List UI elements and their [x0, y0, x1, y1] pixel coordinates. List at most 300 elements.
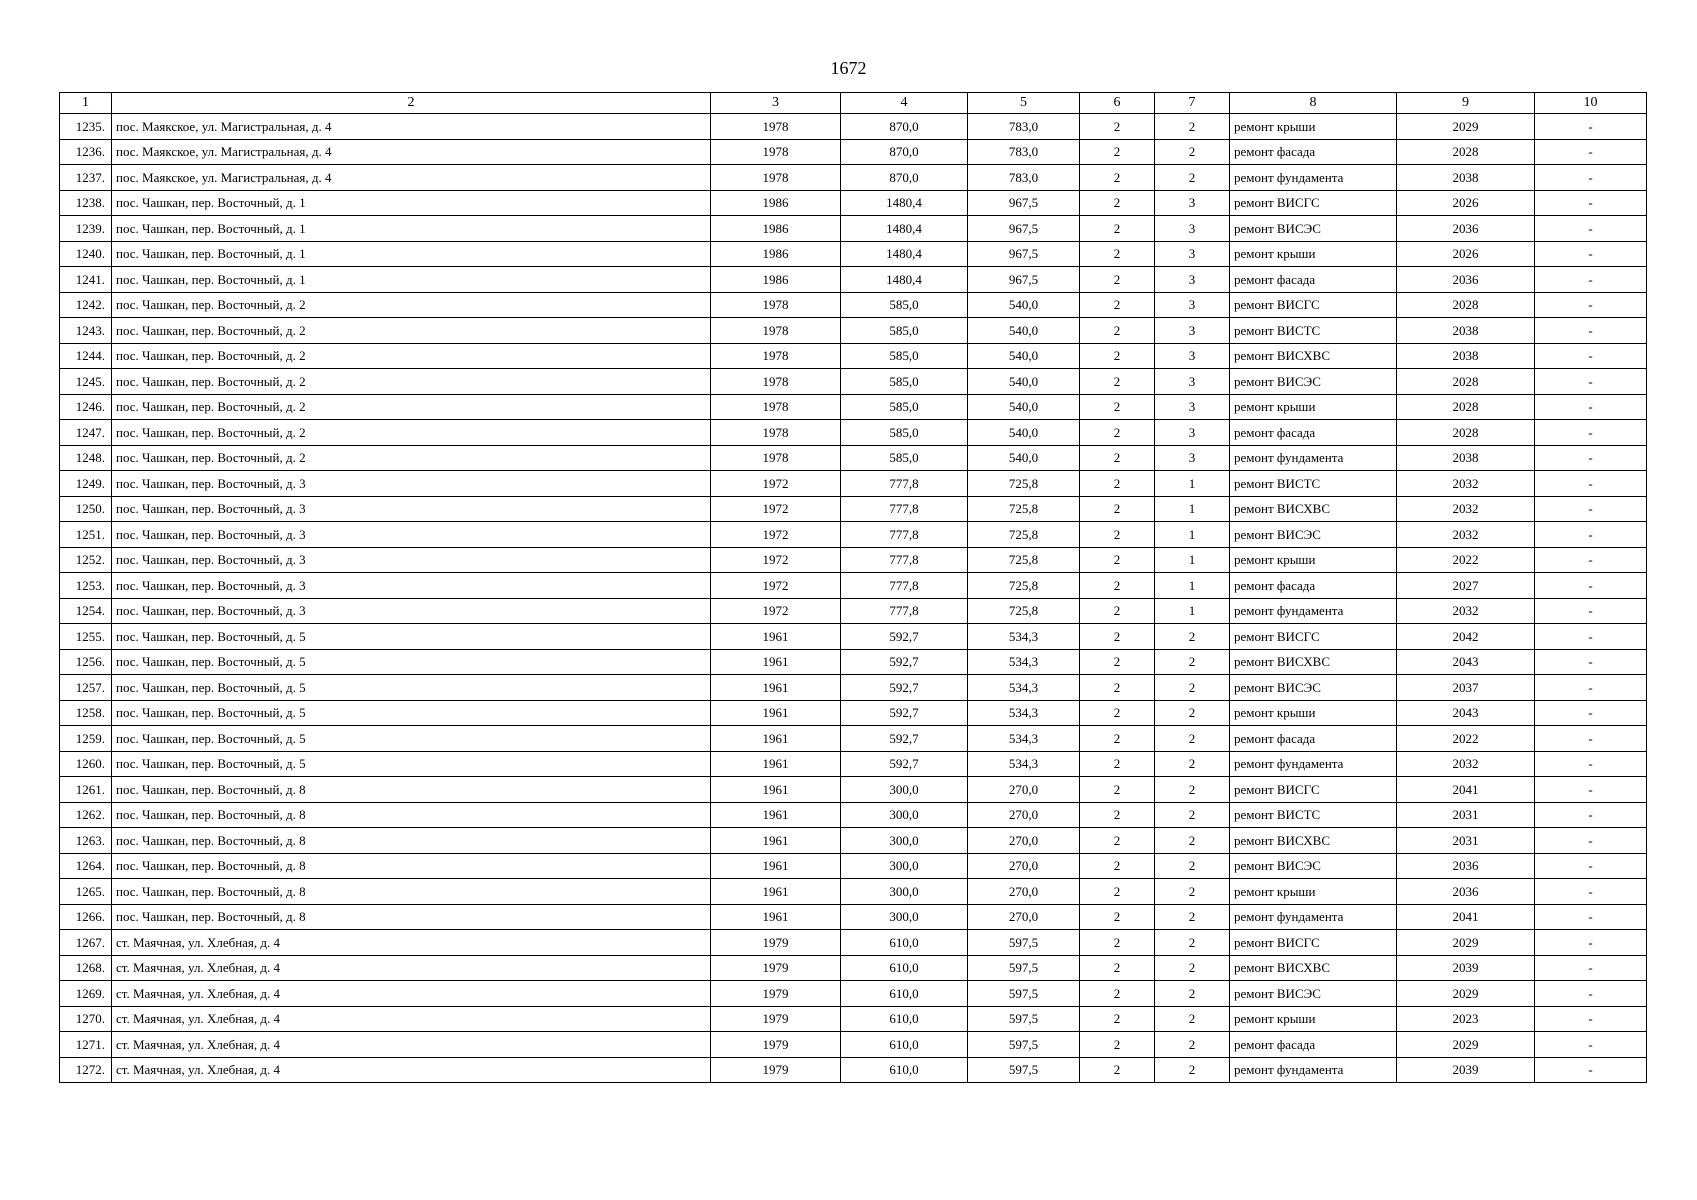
- total-area-cell: 585,0: [841, 445, 968, 471]
- col10-cell: -: [1535, 777, 1647, 803]
- col6-cell: 2: [1080, 369, 1155, 395]
- col10-cell: -: [1535, 547, 1647, 573]
- col7-cell: 2: [1155, 675, 1230, 701]
- table-row: [60, 879, 1647, 905]
- living-area-cell: 540,0: [968, 343, 1080, 369]
- total-area-cell: 777,8: [841, 522, 968, 548]
- planned-year-cell: 2041: [1397, 904, 1535, 930]
- col10-cell: -: [1535, 955, 1647, 981]
- table-row: [60, 777, 1647, 803]
- col7-cell: 3: [1155, 445, 1230, 471]
- living-area-cell: 597,5: [968, 930, 1080, 956]
- address-cell: пос. Чашкан, пер. Восточный, д. 5: [112, 624, 711, 650]
- row-number-cell: 1270.: [60, 1006, 112, 1032]
- planned-year-cell: 2032: [1397, 598, 1535, 624]
- total-area-cell: 1480,4: [841, 190, 968, 216]
- living-area-cell: 725,8: [968, 547, 1080, 573]
- year-cell: 1978: [711, 369, 841, 395]
- col7-cell: 3: [1155, 318, 1230, 344]
- header-cell-8: 8: [1230, 93, 1397, 114]
- living-area-cell: 597,5: [968, 981, 1080, 1007]
- table-row: [60, 955, 1647, 981]
- row-number-cell: 1259.: [60, 726, 112, 752]
- col7-cell: 2: [1155, 828, 1230, 854]
- planned-year-cell: 2027: [1397, 573, 1535, 599]
- address-cell: пос. Чашкан, пер. Восточный, д. 8: [112, 904, 711, 930]
- col7-cell: 2: [1155, 853, 1230, 879]
- address-cell: пос. Чашкан, пер. Восточный, д. 3: [112, 547, 711, 573]
- planned-year-cell: 2032: [1397, 522, 1535, 548]
- living-area-cell: 534,3: [968, 726, 1080, 752]
- living-area-cell: 534,3: [968, 624, 1080, 650]
- row-number-cell: 1241.: [60, 267, 112, 293]
- total-area-cell: 585,0: [841, 420, 968, 446]
- table-row: [60, 292, 1647, 318]
- planned-year-cell: 2026: [1397, 190, 1535, 216]
- planned-year-cell: 2036: [1397, 267, 1535, 293]
- work-type-cell: ремонт фундамента: [1230, 751, 1397, 777]
- address-cell: пос. Чашкан, пер. Восточный, д. 5: [112, 700, 711, 726]
- year-cell: 1972: [711, 496, 841, 522]
- col10-cell: -: [1535, 190, 1647, 216]
- work-type-cell: ремонт ВИСХВС: [1230, 649, 1397, 675]
- col10-cell: -: [1535, 598, 1647, 624]
- col7-cell: 2: [1155, 981, 1230, 1007]
- col7-cell: 2: [1155, 904, 1230, 930]
- table-row: [60, 1057, 1647, 1083]
- year-cell: 1972: [711, 547, 841, 573]
- address-cell: ст. Маячная, ул. Хлебная, д. 4: [112, 1032, 711, 1058]
- living-area-cell: 967,5: [968, 190, 1080, 216]
- year-cell: 1972: [711, 522, 841, 548]
- row-number-cell: 1243.: [60, 318, 112, 344]
- col6-cell: 2: [1080, 445, 1155, 471]
- table-row: [60, 343, 1647, 369]
- row-number-cell: 1235.: [60, 114, 112, 140]
- row-number-cell: 1272.: [60, 1057, 112, 1083]
- header-row: [60, 93, 1647, 114]
- col6-cell: 2: [1080, 522, 1155, 548]
- col10-cell: -: [1535, 573, 1647, 599]
- col6-cell: 2: [1080, 598, 1155, 624]
- address-cell: пос. Чашкан, пер. Восточный, д. 2: [112, 369, 711, 395]
- address-cell: пос. Чашкан, пер. Восточный, д. 3: [112, 496, 711, 522]
- work-type-cell: ремонт крыши: [1230, 114, 1397, 140]
- total-area-cell: 585,0: [841, 292, 968, 318]
- total-area-cell: 592,7: [841, 675, 968, 701]
- year-cell: 1978: [711, 165, 841, 191]
- col10-cell: -: [1535, 445, 1647, 471]
- row-number-cell: 1236.: [60, 139, 112, 165]
- living-area-cell: 534,3: [968, 751, 1080, 777]
- planned-year-cell: 2031: [1397, 828, 1535, 854]
- planned-year-cell: 2029: [1397, 930, 1535, 956]
- planned-year-cell: 2032: [1397, 496, 1535, 522]
- work-type-cell: ремонт ВИСЭС: [1230, 675, 1397, 701]
- total-area-cell: 1480,4: [841, 241, 968, 267]
- registry-table: [59, 92, 1647, 1083]
- row-number-cell: 1242.: [60, 292, 112, 318]
- address-cell: пос. Чашкан, пер. Восточный, д. 2: [112, 318, 711, 344]
- table-row: [60, 802, 1647, 828]
- year-cell: 1961: [711, 853, 841, 879]
- year-cell: 1961: [711, 802, 841, 828]
- living-area-cell: 725,8: [968, 522, 1080, 548]
- year-cell: 1961: [711, 904, 841, 930]
- work-type-cell: ремонт ВИСГС: [1230, 190, 1397, 216]
- work-type-cell: ремонт фундамента: [1230, 445, 1397, 471]
- col10-cell: -: [1535, 649, 1647, 675]
- col10-cell: -: [1535, 1006, 1647, 1032]
- address-cell: пос. Чашкан, пер. Восточный, д. 8: [112, 879, 711, 905]
- col7-cell: 2: [1155, 624, 1230, 650]
- address-cell: пос. Чашкан, пер. Восточный, д. 3: [112, 522, 711, 548]
- total-area-cell: 300,0: [841, 802, 968, 828]
- year-cell: 1978: [711, 394, 841, 420]
- col6-cell: 2: [1080, 777, 1155, 803]
- work-type-cell: ремонт ВИСГС: [1230, 624, 1397, 650]
- planned-year-cell: 2039: [1397, 1057, 1535, 1083]
- planned-year-cell: 2028: [1397, 394, 1535, 420]
- table-body: [60, 114, 1647, 1083]
- col10-cell: -: [1535, 496, 1647, 522]
- year-cell: 1961: [711, 777, 841, 803]
- living-area-cell: 597,5: [968, 955, 1080, 981]
- table-row: [60, 369, 1647, 395]
- total-area-cell: 592,7: [841, 751, 968, 777]
- row-number-cell: 1268.: [60, 955, 112, 981]
- work-type-cell: ремонт крыши: [1230, 241, 1397, 267]
- living-area-cell: 270,0: [968, 828, 1080, 854]
- living-area-cell: 783,0: [968, 139, 1080, 165]
- year-cell: 1978: [711, 139, 841, 165]
- address-cell: пос. Чашкан, пер. Восточный, д. 5: [112, 649, 711, 675]
- col6-cell: 2: [1080, 853, 1155, 879]
- address-cell: пос. Чашкан, пер. Восточный, д. 5: [112, 751, 711, 777]
- total-area-cell: 610,0: [841, 1032, 968, 1058]
- header-cell-5: 5: [968, 93, 1080, 114]
- total-area-cell: 610,0: [841, 981, 968, 1007]
- table-row: [60, 139, 1647, 165]
- col6-cell: 2: [1080, 318, 1155, 344]
- work-type-cell: ремонт ВИСЭС: [1230, 981, 1397, 1007]
- living-area-cell: 725,8: [968, 573, 1080, 599]
- table-row: [60, 624, 1647, 650]
- col7-cell: 2: [1155, 879, 1230, 905]
- work-type-cell: ремонт ВИСЭС: [1230, 853, 1397, 879]
- col10-cell: -: [1535, 751, 1647, 777]
- work-type-cell: ремонт ВИСХВС: [1230, 343, 1397, 369]
- col10-cell: -: [1535, 292, 1647, 318]
- work-type-cell: ремонт фундамента: [1230, 598, 1397, 624]
- work-type-cell: ремонт ВИСЭС: [1230, 522, 1397, 548]
- col6-cell: 2: [1080, 547, 1155, 573]
- address-cell: пос. Чашкан, пер. Восточный, д. 3: [112, 598, 711, 624]
- work-type-cell: ремонт ВИСХВС: [1230, 828, 1397, 854]
- planned-year-cell: 2022: [1397, 547, 1535, 573]
- col7-cell: 1: [1155, 547, 1230, 573]
- table-row: [60, 1032, 1647, 1058]
- col6-cell: 2: [1080, 1006, 1155, 1032]
- col7-cell: 2: [1155, 955, 1230, 981]
- year-cell: 1986: [711, 216, 841, 242]
- work-type-cell: ремонт ВИСТС: [1230, 471, 1397, 497]
- living-area-cell: 534,3: [968, 649, 1080, 675]
- total-area-cell: 777,8: [841, 547, 968, 573]
- address-cell: пос. Чашкан, пер. Восточный, д. 1: [112, 216, 711, 242]
- col6-cell: 2: [1080, 1057, 1155, 1083]
- year-cell: 1978: [711, 318, 841, 344]
- table-row: [60, 1006, 1647, 1032]
- planned-year-cell: 2028: [1397, 369, 1535, 395]
- col7-cell: 1: [1155, 496, 1230, 522]
- col6-cell: 2: [1080, 267, 1155, 293]
- col7-cell: 2: [1155, 114, 1230, 140]
- col6-cell: 2: [1080, 879, 1155, 905]
- row-number-cell: 1240.: [60, 241, 112, 267]
- header-cell-2: 2: [112, 93, 711, 114]
- address-cell: ст. Маячная, ул. Хлебная, д. 4: [112, 1006, 711, 1032]
- year-cell: 1979: [711, 930, 841, 956]
- col10-cell: -: [1535, 241, 1647, 267]
- work-type-cell: ремонт ВИСХВС: [1230, 496, 1397, 522]
- col7-cell: 2: [1155, 700, 1230, 726]
- table-row: [60, 241, 1647, 267]
- table-row: [60, 853, 1647, 879]
- year-cell: 1972: [711, 598, 841, 624]
- work-type-cell: ремонт ВИСЭС: [1230, 216, 1397, 242]
- living-area-cell: 967,5: [968, 216, 1080, 242]
- address-cell: ст. Маячная, ул. Хлебная, д. 4: [112, 955, 711, 981]
- address-cell: пос. Чашкан, пер. Восточный, д. 2: [112, 292, 711, 318]
- col6-cell: 2: [1080, 165, 1155, 191]
- planned-year-cell: 2029: [1397, 981, 1535, 1007]
- total-area-cell: 300,0: [841, 853, 968, 879]
- table-header: [60, 93, 1647, 114]
- col10-cell: -: [1535, 930, 1647, 956]
- col10-cell: -: [1535, 394, 1647, 420]
- year-cell: 1986: [711, 190, 841, 216]
- table-row: [60, 420, 1647, 446]
- total-area-cell: 592,7: [841, 624, 968, 650]
- year-cell: 1978: [711, 420, 841, 446]
- table-row: [60, 828, 1647, 854]
- row-number-cell: 1251.: [60, 522, 112, 548]
- row-number-cell: 1255.: [60, 624, 112, 650]
- total-area-cell: 585,0: [841, 318, 968, 344]
- col7-cell: 3: [1155, 420, 1230, 446]
- year-cell: 1961: [711, 649, 841, 675]
- col10-cell: -: [1535, 726, 1647, 752]
- col10-cell: -: [1535, 267, 1647, 293]
- total-area-cell: 592,7: [841, 700, 968, 726]
- col10-cell: -: [1535, 420, 1647, 446]
- col6-cell: 2: [1080, 751, 1155, 777]
- address-cell: пос. Чашкан, пер. Восточный, д. 3: [112, 573, 711, 599]
- header-cell-1: 1: [60, 93, 112, 114]
- living-area-cell: 725,8: [968, 598, 1080, 624]
- col6-cell: 2: [1080, 726, 1155, 752]
- work-type-cell: ремонт крыши: [1230, 394, 1397, 420]
- col6-cell: 2: [1080, 573, 1155, 599]
- planned-year-cell: 2036: [1397, 216, 1535, 242]
- total-area-cell: 870,0: [841, 165, 968, 191]
- address-cell: пос. Чашкан, пер. Восточный, д. 2: [112, 420, 711, 446]
- row-number-cell: 1257.: [60, 675, 112, 701]
- table-row: [60, 471, 1647, 497]
- col7-cell: 2: [1155, 930, 1230, 956]
- year-cell: 1961: [711, 675, 841, 701]
- row-number-cell: 1260.: [60, 751, 112, 777]
- header-cell-9: 9: [1397, 93, 1535, 114]
- col10-cell: -: [1535, 981, 1647, 1007]
- table-row: [60, 522, 1647, 548]
- col7-cell: 3: [1155, 394, 1230, 420]
- col10-cell: -: [1535, 828, 1647, 854]
- header-cell-10: 10: [1535, 93, 1647, 114]
- address-cell: ст. Маячная, ул. Хлебная, д. 4: [112, 930, 711, 956]
- col10-cell: -: [1535, 904, 1647, 930]
- table-row: [60, 165, 1647, 191]
- col7-cell: 3: [1155, 190, 1230, 216]
- table-row: [60, 267, 1647, 293]
- planned-year-cell: 2038: [1397, 165, 1535, 191]
- table-row: [60, 216, 1647, 242]
- row-number-cell: 1262.: [60, 802, 112, 828]
- work-type-cell: ремонт ВИСЭС: [1230, 369, 1397, 395]
- row-number-cell: 1263.: [60, 828, 112, 854]
- total-area-cell: 1480,4: [841, 216, 968, 242]
- col10-cell: -: [1535, 165, 1647, 191]
- address-cell: пос. Чашкан, пер. Восточный, д. 8: [112, 777, 711, 803]
- year-cell: 1979: [711, 1057, 841, 1083]
- col7-cell: 2: [1155, 1032, 1230, 1058]
- work-type-cell: ремонт крыши: [1230, 700, 1397, 726]
- living-area-cell: 597,5: [968, 1057, 1080, 1083]
- col6-cell: 2: [1080, 190, 1155, 216]
- year-cell: 1978: [711, 114, 841, 140]
- planned-year-cell: 2028: [1397, 139, 1535, 165]
- year-cell: 1979: [711, 1032, 841, 1058]
- col6-cell: 2: [1080, 904, 1155, 930]
- address-cell: пос. Маякское, ул. Магистральная, д. 4: [112, 165, 711, 191]
- address-cell: пос. Чашкан, пер. Восточный, д. 8: [112, 853, 711, 879]
- planned-year-cell: 2022: [1397, 726, 1535, 752]
- living-area-cell: 534,3: [968, 675, 1080, 701]
- total-area-cell: 300,0: [841, 879, 968, 905]
- address-cell: пос. Чашкан, пер. Восточный, д. 3: [112, 471, 711, 497]
- planned-year-cell: 2029: [1397, 1032, 1535, 1058]
- col10-cell: -: [1535, 114, 1647, 140]
- row-number-cell: 1252.: [60, 547, 112, 573]
- year-cell: 1978: [711, 343, 841, 369]
- work-type-cell: ремонт крыши: [1230, 547, 1397, 573]
- address-cell: пос. Чашкан, пер. Восточный, д. 8: [112, 828, 711, 854]
- col7-cell: 2: [1155, 139, 1230, 165]
- col10-cell: -: [1535, 879, 1647, 905]
- address-cell: ст. Маячная, ул. Хлебная, д. 4: [112, 981, 711, 1007]
- col6-cell: 2: [1080, 114, 1155, 140]
- table-row: [60, 598, 1647, 624]
- col6-cell: 2: [1080, 930, 1155, 956]
- table-row: [60, 190, 1647, 216]
- work-type-cell: ремонт ВИСТС: [1230, 802, 1397, 828]
- row-number-cell: 1256.: [60, 649, 112, 675]
- planned-year-cell: 2038: [1397, 318, 1535, 344]
- row-number-cell: 1269.: [60, 981, 112, 1007]
- col6-cell: 2: [1080, 981, 1155, 1007]
- address-cell: пос. Чашкан, пер. Восточный, д. 1: [112, 267, 711, 293]
- col10-cell: -: [1535, 1057, 1647, 1083]
- work-type-cell: ремонт фасада: [1230, 573, 1397, 599]
- work-type-cell: ремонт фасада: [1230, 139, 1397, 165]
- row-number-cell: 1264.: [60, 853, 112, 879]
- col7-cell: 3: [1155, 267, 1230, 293]
- living-area-cell: 270,0: [968, 853, 1080, 879]
- address-cell: пос. Чашкан, пер. Восточный, д. 2: [112, 343, 711, 369]
- living-area-cell: 270,0: [968, 802, 1080, 828]
- total-area-cell: 777,8: [841, 496, 968, 522]
- col7-cell: 2: [1155, 726, 1230, 752]
- year-cell: 1961: [711, 828, 841, 854]
- living-area-cell: 967,5: [968, 241, 1080, 267]
- col6-cell: 2: [1080, 420, 1155, 446]
- col7-cell: 2: [1155, 751, 1230, 777]
- row-number-cell: 1238.: [60, 190, 112, 216]
- col7-cell: 1: [1155, 471, 1230, 497]
- work-type-cell: ремонт ВИСТС: [1230, 318, 1397, 344]
- planned-year-cell: 2032: [1397, 471, 1535, 497]
- page-number: 1672: [830, 58, 867, 78]
- col7-cell: 1: [1155, 598, 1230, 624]
- col6-cell: 2: [1080, 624, 1155, 650]
- col10-cell: -: [1535, 369, 1647, 395]
- address-cell: пос. Чашкан, пер. Восточный, д. 1: [112, 241, 711, 267]
- header-cell-4: 4: [841, 93, 968, 114]
- header-cell-6: 6: [1080, 93, 1155, 114]
- total-area-cell: 300,0: [841, 828, 968, 854]
- total-area-cell: 870,0: [841, 139, 968, 165]
- header-cell-3: 3: [711, 93, 841, 114]
- table-row: [60, 547, 1647, 573]
- living-area-cell: 597,5: [968, 1006, 1080, 1032]
- living-area-cell: 270,0: [968, 777, 1080, 803]
- col10-cell: -: [1535, 343, 1647, 369]
- living-area-cell: 783,0: [968, 165, 1080, 191]
- address-cell: пос. Маякское, ул. Магистральная, д. 4: [112, 114, 711, 140]
- work-type-cell: ремонт фундамента: [1230, 904, 1397, 930]
- col7-cell: 2: [1155, 1057, 1230, 1083]
- living-area-cell: 270,0: [968, 879, 1080, 905]
- table-row: [60, 700, 1647, 726]
- col6-cell: 2: [1080, 802, 1155, 828]
- col6-cell: 2: [1080, 700, 1155, 726]
- planned-year-cell: 2038: [1397, 445, 1535, 471]
- row-number-cell: 1254.: [60, 598, 112, 624]
- year-cell: 1961: [711, 726, 841, 752]
- total-area-cell: 585,0: [841, 343, 968, 369]
- col7-cell: 3: [1155, 216, 1230, 242]
- col7-cell: 2: [1155, 165, 1230, 191]
- col6-cell: 2: [1080, 139, 1155, 165]
- col7-cell: 1: [1155, 522, 1230, 548]
- row-number-cell: 1249.: [60, 471, 112, 497]
- col7-cell: 1: [1155, 573, 1230, 599]
- planned-year-cell: 2031: [1397, 802, 1535, 828]
- address-cell: пос. Чашкан, пер. Восточный, д. 8: [112, 802, 711, 828]
- living-area-cell: 540,0: [968, 445, 1080, 471]
- table-row: [60, 318, 1647, 344]
